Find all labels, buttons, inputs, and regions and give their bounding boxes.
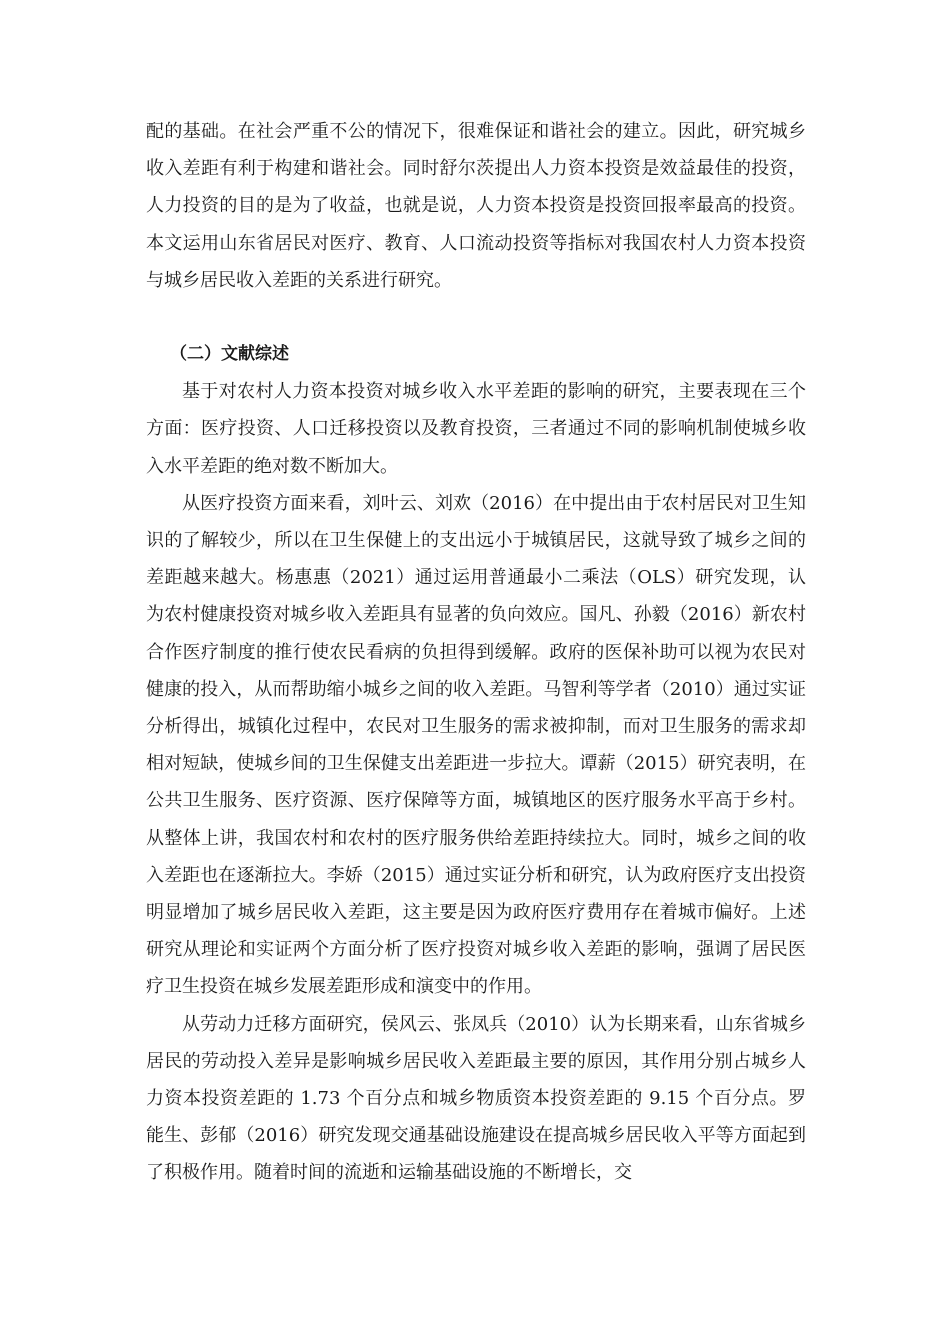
continuation-paragraph: 配的基础。在社会严重不公的情况下，很难保证和谐社会的建立。因此，研究城乡收入差距有利于构建和谐社会。同时舒尔茨提出人力资本投资是效益最佳的投资，人力投资的目的是为了收益，也就是说，人力资本投资是投资回报率最高的投资。本文运用山东省居民对医疗、教育、人口流动投资等指标对我国农村人力资本投资与城乡居民收入差距的关系进行研究。 (146, 121, 806, 291)
paragraph-overview: 基于对农村人力资本投资对城乡收入水平差距的影响的研究，主要表现在三个方面：医疗投资、人口迁移投资以及教育投资，三者通过不同的影响机制使城乡收入水平差距的绝对数不断加大。 (146, 381, 806, 477)
paragraph-labor-migration: 从劳动力迁移方面研究，侯风云、张凤兵（2010）认为长期来看，山东省城乡居民的劳动投入差异是影响城乡居民收入差距最主要的原因，其作用分别占城乡人力资本投资差距的 1.73 个百分点和城乡物质资本投资差距的 9.15 个百分点。罗能生、彭郁（2016）研究发现交通基础设施建设在提高城乡居民收入平等方面起到了积极作用。随着时间的流逝和运输基础设施的不断增长，交 (146, 1013, 806, 1184)
paragraph-medical-investment: 从医疗投资方面来看，刘叶云、刘欢（2016）在中提出由于农村居民对卫生知识的了解较少，所以在卫生保健上的支出远小于城镇居民，这就导致了城乡之间的差距越来越大。杨惠惠（2021）通过运用普通最小二乘法（OLS）研究发现，认为农村健康投资对城乡收入差距具有显著的负向效应。国凡、孙毅（2016）新农村合作医疗制度的推行使农民看病的负担得到缓解。政府的医保补助可以视为农民对健康的投入，从而帮助缩小城乡之间的收入差距。马智利等学者（2010）通过实证分析得出，城镇化过程中，农民对卫生服务的需求被抑制，而对卫生服务的需求却相对短缺，使城乡间的卫生保健支出差距进一步拉大。谭薪（2015）研究表明，在公共卫生服务、医疗资源、医疗保障等方面，城镇地区的医疗服务水平高于乡村。从整体上讲，我国农村和农村的医疗服务供给差距持续拉大。同时，城乡之间的收入差距也在逐渐拉大。李娇（2015）通过实证分析和研究，认为政府医疗支出投资明显增加了城乡居民收入差距，这主要是因为政府医疗费用存在着城市偏好。上述研究从理论和实证两个方面分析了医疗投资对城乡收入差距的影响，强调了居民医疗卫生投资在城乡发展差距形成和演变中的作用。 (146, 492, 806, 998)
document-body (146, 113, 806, 1192)
section-heading: （二）文献综述 (170, 344, 289, 365)
